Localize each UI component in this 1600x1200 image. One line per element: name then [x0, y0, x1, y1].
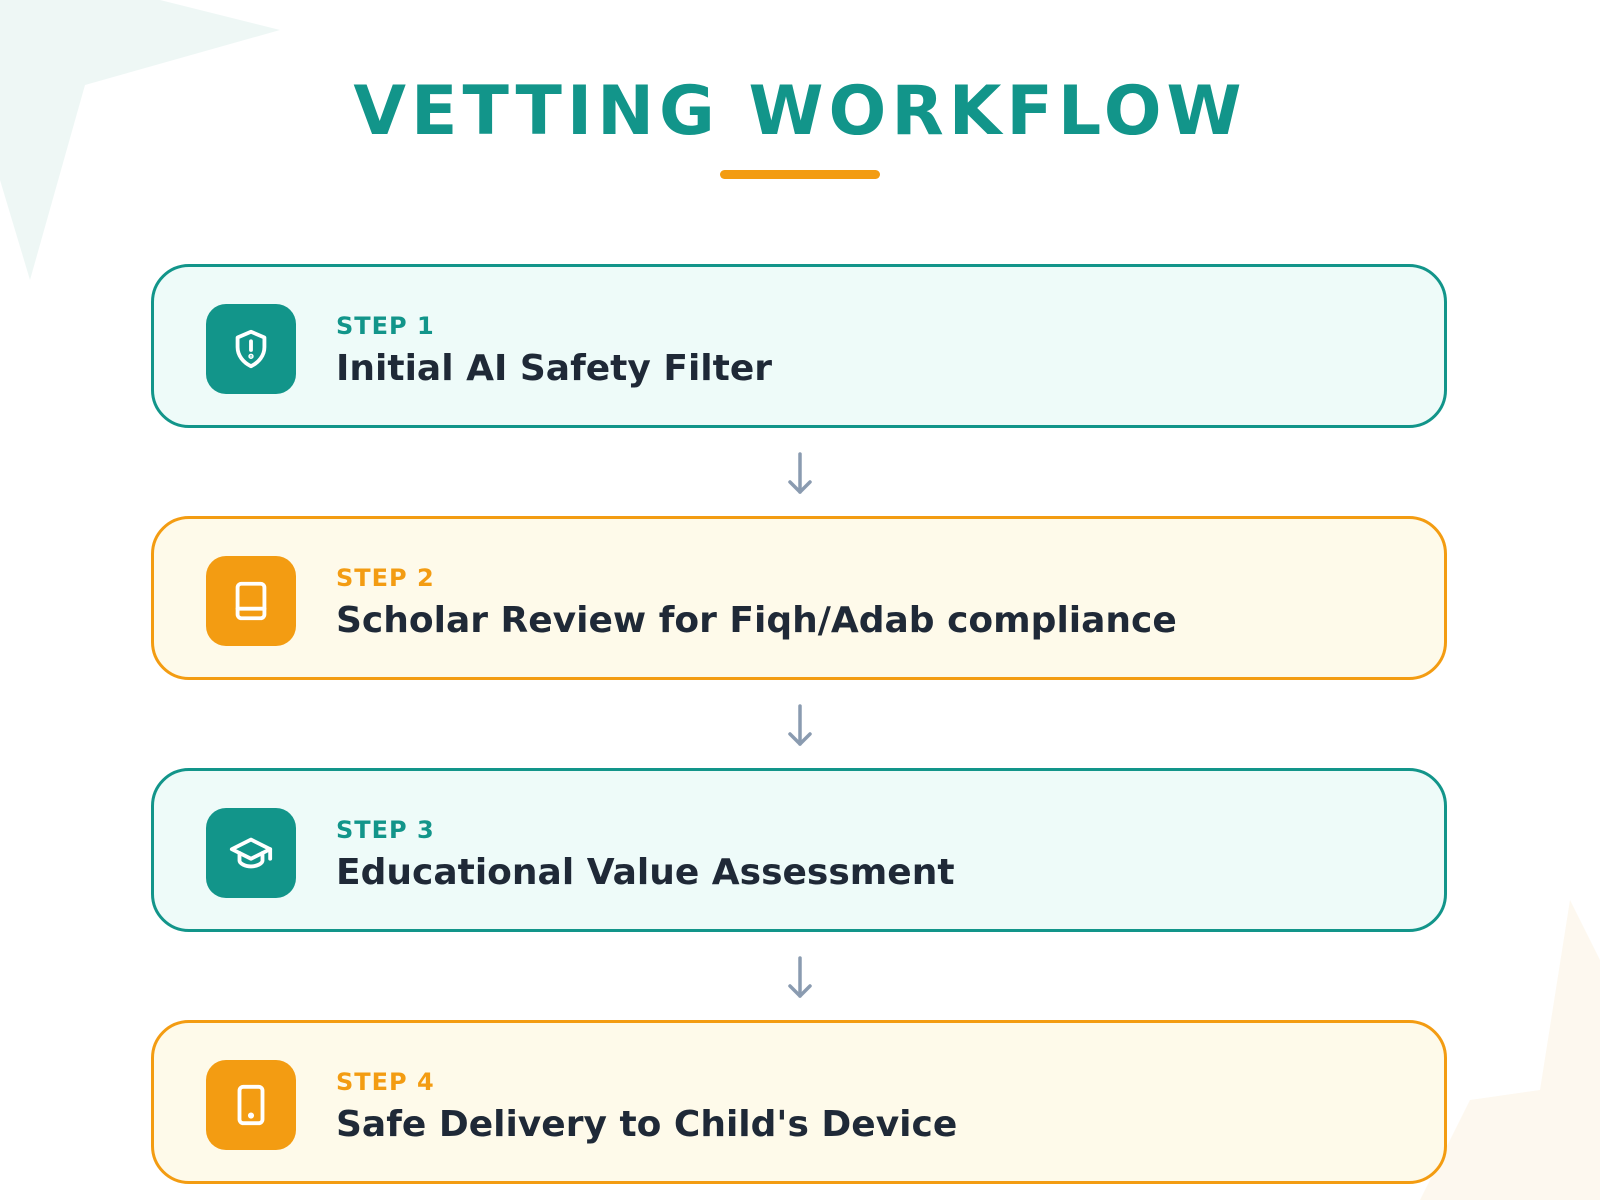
workflow-step-4 [151, 1020, 1447, 1184]
workflow-step-2 [151, 516, 1447, 680]
arrow-down-icon [786, 956, 814, 1000]
page-title: VETTING WORKFLOW [353, 72, 1247, 151]
step-label: STEP 3 [336, 816, 435, 844]
graduation-cap-icon [206, 808, 296, 898]
book-icon [206, 556, 296, 646]
title-underline [720, 170, 880, 179]
step-label: STEP 2 [336, 564, 435, 592]
arrow-down-icon [786, 704, 814, 748]
shield-alert-icon [206, 304, 296, 394]
mobile-device-icon [206, 1060, 296, 1150]
step-title: Safe Delivery to Child's Device [336, 1104, 958, 1145]
step-title: Educational Value Assessment [336, 852, 955, 893]
step-title: Scholar Review for Fiqh/Adab compliance [336, 600, 1177, 641]
arrow-down-icon [786, 452, 814, 496]
step-label: STEP 1 [336, 312, 435, 340]
workflow-step-1 [151, 264, 1447, 428]
step-title: Initial AI Safety Filter [336, 348, 773, 389]
workflow-step-3 [151, 768, 1447, 932]
decorative-corner-shape [1420, 900, 1600, 1200]
step-label: STEP 4 [336, 1068, 435, 1096]
